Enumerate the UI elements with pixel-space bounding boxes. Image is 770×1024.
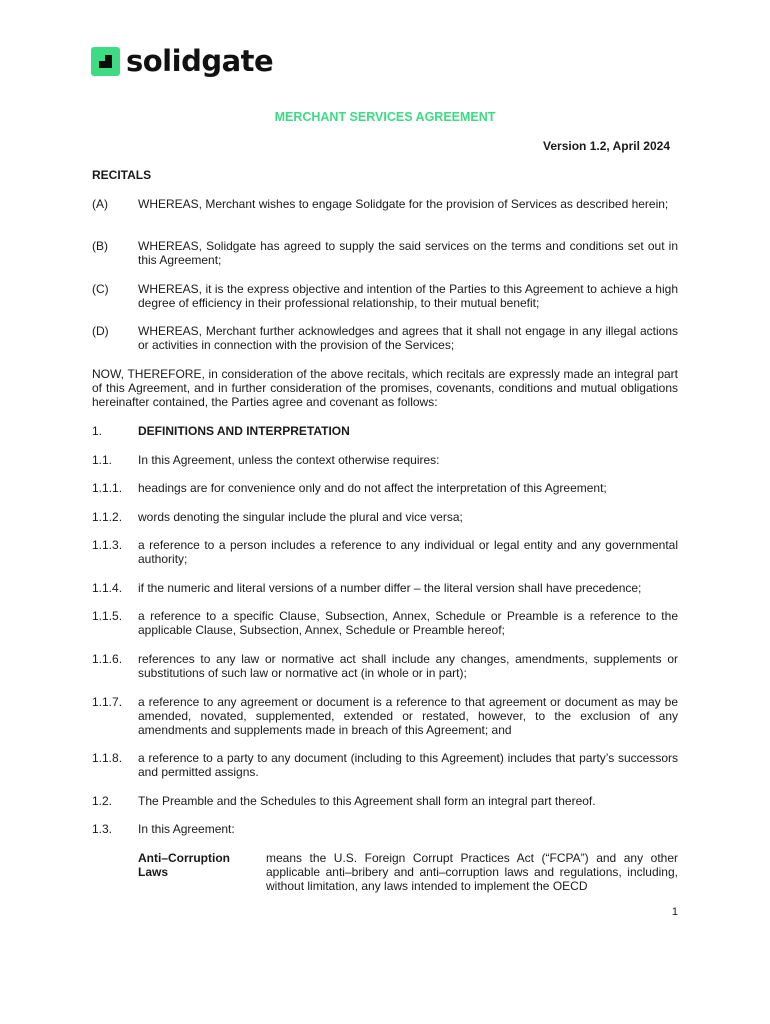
clause-text: In this Agreement:	[138, 822, 235, 836]
recital-label: (A)	[92, 197, 108, 211]
document-version: Version 1.2, April 2024	[543, 139, 670, 153]
clause-1-1-7	[92, 695, 678, 737]
clause-number: 1.1.8.	[92, 751, 123, 765]
solidgate-logo-icon	[91, 47, 120, 76]
clause-1-1-3	[92, 538, 678, 566]
section-number: 1.	[92, 424, 103, 438]
recital-label: (C)	[92, 282, 109, 296]
recitals-heading: RECITALS	[92, 168, 152, 182]
clause-number: 1.1.5.	[92, 609, 123, 623]
recital-d	[92, 324, 678, 352]
section-1-heading	[92, 424, 678, 438]
clause-1-1-2	[92, 510, 678, 524]
clause-1-1-6	[92, 652, 678, 680]
recital-a	[92, 197, 678, 211]
clause-number: 1.3.	[92, 822, 113, 836]
clause-1-1	[92, 453, 678, 467]
recital-b	[92, 239, 678, 267]
section-title: DEFINITIONS AND INTERPRETATION	[138, 424, 350, 438]
clause-number: 1.1.2.	[92, 510, 123, 524]
clause-1-1-8	[92, 751, 678, 779]
clause-1-1-1	[92, 481, 678, 495]
clause-text: headings are for convenience only and do not affect the interpretation of this Agreement;	[138, 481, 607, 495]
clause-text: a reference to a party to any document (including to this Agreement) includes that party’s successors and permitted assigns.	[138, 751, 678, 779]
clause-1-1-4	[92, 581, 678, 595]
definition-anti-corruption-laws	[138, 851, 678, 893]
recital-text: WHEREAS, it is the express objective and intention of the Parties to this Agreement to achieve a high degree of efficiency in their professional relationship, to their mutual benefit;	[138, 282, 678, 310]
clause-1-3	[92, 822, 678, 836]
clause-number: 1.2.	[92, 794, 113, 808]
clause-text: The Preamble and the Schedules to this Agreement shall form an integral part thereof.	[138, 794, 596, 808]
clause-text: references to any law or normative act shall include any changes, amendments, supplements or substitutions of such law or normative act (in whole or in part);	[138, 652, 678, 680]
definition-text: means the U.S. Foreign Corrupt Practices Act (“FCPA”) and any other applicable anti–bribery and anti–corruption laws and regulations, including, without limitation, any laws intended to implement the OECD	[266, 851, 678, 893]
definition-term: Anti–Corruption Laws	[138, 851, 230, 879]
recital-text: WHEREAS, Solidgate has agreed to supply the said services on the terms and conditions set out in this Agreement;	[138, 239, 678, 267]
clause-number: 1.1.6.	[92, 652, 123, 666]
now-therefore-paragraph: NOW, THEREFORE, in consideration of the above recitals, which recitals are expressly made an integral part of this Agreement, and in further consideration of the promises, covenants, conditions and mutual obligations hereinafter contained, the Parties agree and covenant as follows:	[92, 367, 678, 409]
recital-label: (B)	[92, 239, 108, 253]
recital-text: WHEREAS, Merchant wishes to engage Solidgate for the provision of Services as described herein;	[138, 197, 669, 211]
page-number: 1	[671, 906, 678, 918]
recital-label: (D)	[92, 324, 109, 338]
recital-c	[92, 282, 678, 310]
clause-number: 1.1.7.	[92, 695, 123, 709]
clause-number: 1.1.4.	[92, 581, 123, 595]
clause-text: In this Agreement, unless the context otherwise requires:	[138, 453, 440, 467]
clause-1-1-5	[92, 609, 678, 637]
clause-text: a reference to any agreement or document is a reference to that agreement or document as may be amended, novated, supplemented, extended or restated, however, to the exclusion of any amendments and supplements made in breach of this Agreement; and	[138, 695, 678, 737]
clause-text: a reference to a person includes a reference to any individual or legal entity and any governmental authority;	[138, 538, 678, 566]
logo-wordmark: solidgate	[126, 44, 274, 78]
clause-1-2	[92, 794, 678, 808]
clause-text: a reference to a specific Clause, Subsection, Annex, Schedule or Preamble is a reference to the applicable Clause, Subsection, Annex, Schedule or Preamble hereof;	[138, 609, 678, 637]
clause-number: 1.1.1.	[92, 481, 123, 495]
clause-text: if the numeric and literal versions of a number differ – the literal version shall have precedence;	[138, 581, 642, 595]
clause-number: 1.1.	[92, 453, 113, 467]
solidgate-logo	[91, 44, 274, 78]
recital-text: WHEREAS, Merchant further acknowledges and agrees that it shall not engage in any illegal actions or activities in connection with the provision of the Services;	[138, 324, 678, 352]
document-title: MERCHANT SERVICES AGREEMENT	[274, 110, 496, 124]
clause-text: words denoting the singular include the plural and vice versa;	[138, 510, 463, 524]
clause-number: 1.1.3.	[92, 538, 123, 552]
